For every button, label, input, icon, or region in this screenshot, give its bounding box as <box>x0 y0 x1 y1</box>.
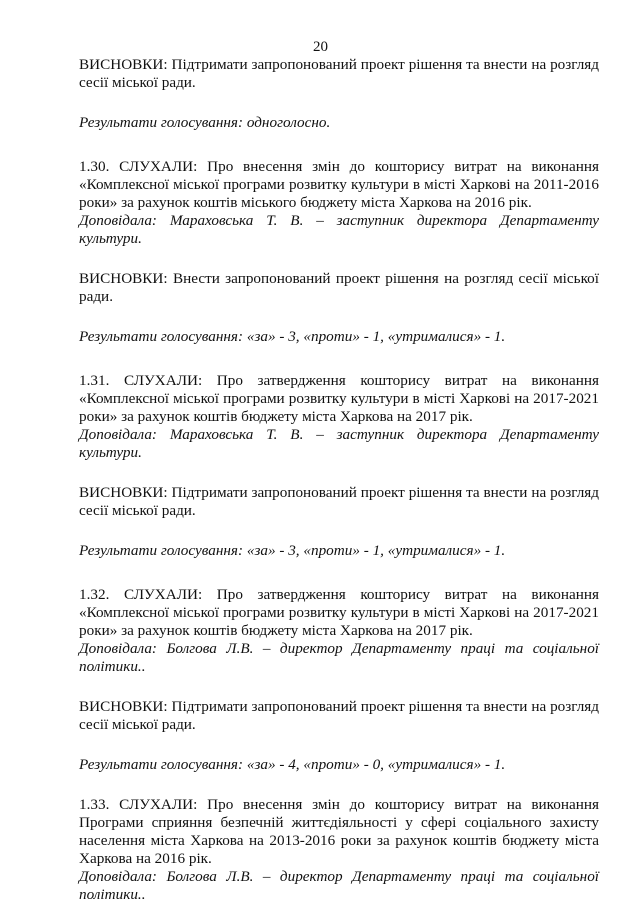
item-number: 1.32. <box>79 586 110 603</box>
speaker-text: Болгова Л.В. – директор Департаменту праці та соціальної політики.. <box>79 640 600 675</box>
heard-text: Про внесення змін до кошторису витрат на виконання «Комплексної міської програми розвитку культури в місті Харкові на 2011-2016 роки» за рахунок коштів міського бюджету міста Харкова на 2016 рік. <box>79 158 599 211</box>
vote-label: Результати голосування: <box>79 114 244 131</box>
conclusions-label: ВИСНОВКИ: <box>79 484 168 501</box>
speaker-paragraph-1-30 <box>79 212 599 248</box>
heard-label: СЛУХАЛИ: <box>119 796 198 813</box>
vote-label: Результати голосування: <box>79 542 244 559</box>
speaker-label: Доповідала: <box>79 868 157 885</box>
heard-paragraph-1-31 <box>79 372 599 426</box>
vote-result-paragraph <box>79 114 599 132</box>
conclusions-text: Підтримати запропонований проект рішення та внести на розгляд сесії міської ради. <box>79 484 600 519</box>
heard-paragraph-1-32 <box>79 586 599 640</box>
conclusions-text: Підтримати запропонований проект рішення та внести на розгляд сесії міської ради. <box>79 56 600 91</box>
conclusions-paragraph-1-32 <box>79 698 599 734</box>
vote-label: Результати голосування: <box>79 756 244 773</box>
heard-text: Про затвердження кошторису витрат на виконання «Комплексної міської програми розвитку культури в місті Харкові на 2017-2021 роки» за рахунок коштів бюджету міста Харкова на 2017 рік. <box>79 372 600 425</box>
speaker-paragraph-1-31 <box>79 426 599 462</box>
heard-paragraph-1-30 <box>79 158 599 212</box>
speaker-paragraph-1-32 <box>79 640 599 676</box>
vote-text: «за» - 3, «проти» - 1, «утрималися» - 1. <box>246 328 506 345</box>
conclusions-text: Підтримати запропонований проект рішення та внести на розгляд сесії міської ради. <box>79 698 600 733</box>
vote-result-paragraph-1-31 <box>79 542 599 560</box>
speaker-text: Мараховська Т. В. – заступник директора Департаменту культури. <box>79 426 599 461</box>
conclusions-paragraph <box>79 56 599 92</box>
heard-paragraph-1-33 <box>79 796 599 868</box>
conclusions-paragraph-1-30 <box>79 270 599 306</box>
page-number: 20 <box>313 39 328 55</box>
conclusions-text: Внести запропонований проект рішення на розгляд сесії міської ради. <box>79 270 599 305</box>
heard-label: СЛУХАЛИ: <box>119 158 198 175</box>
heard-text: Про затвердження кошторису витрат на виконання «Комплексної міської програми розвитку культури в місті Харкові на 2017-2021 роки» за рахунок коштів бюджету міста Харкова на 2017 рік. <box>79 586 600 639</box>
heard-label: СЛУХАЛИ: <box>123 586 203 603</box>
conclusions-paragraph-1-31 <box>79 484 599 520</box>
speaker-paragraph-1-33 <box>79 868 599 904</box>
heard-label: СЛУХАЛИ: <box>123 372 203 389</box>
vote-result-paragraph-1-32 <box>79 756 599 774</box>
vote-text: «за» - 4, «проти» - 0, «утрималися» - 1. <box>246 756 506 773</box>
item-number: 1.31. <box>79 372 110 389</box>
vote-label: Результати голосування: <box>79 328 244 345</box>
item-number: 1.33. <box>79 796 110 813</box>
item-number: 1.30. <box>79 158 110 175</box>
conclusions-label: ВИСНОВКИ: <box>79 698 168 715</box>
speaker-label: Доповідала: <box>79 426 157 443</box>
speaker-label: Доповідала: <box>79 212 157 229</box>
conclusions-label: ВИСНОВКИ: <box>79 270 168 287</box>
speaker-text: Мараховська Т. В. – заступник директора Департаменту культури. <box>79 212 599 247</box>
vote-text: «за» - 3, «проти» - 1, «утрималися» - 1. <box>246 542 506 559</box>
vote-result-paragraph-1-30 <box>79 328 599 346</box>
vote-text: одноголосно. <box>246 114 331 131</box>
document-body <box>79 56 599 904</box>
speaker-label: Доповідала: <box>79 640 157 657</box>
conclusions-label: ВИСНОВКИ: <box>79 56 168 73</box>
heard-text: Про внесення змін до кошторису витрат на виконання Програми сприяння безпечній життєдіяльності у сфері соціального захисту населення міста Харкова на 2013-2016 роки за рахунок коштів бюджету міста Харкова на 2016 рік. <box>79 796 599 867</box>
speaker-text: Болгова Л.В. – директор Департаменту праці та соціальної політики.. <box>79 868 600 903</box>
